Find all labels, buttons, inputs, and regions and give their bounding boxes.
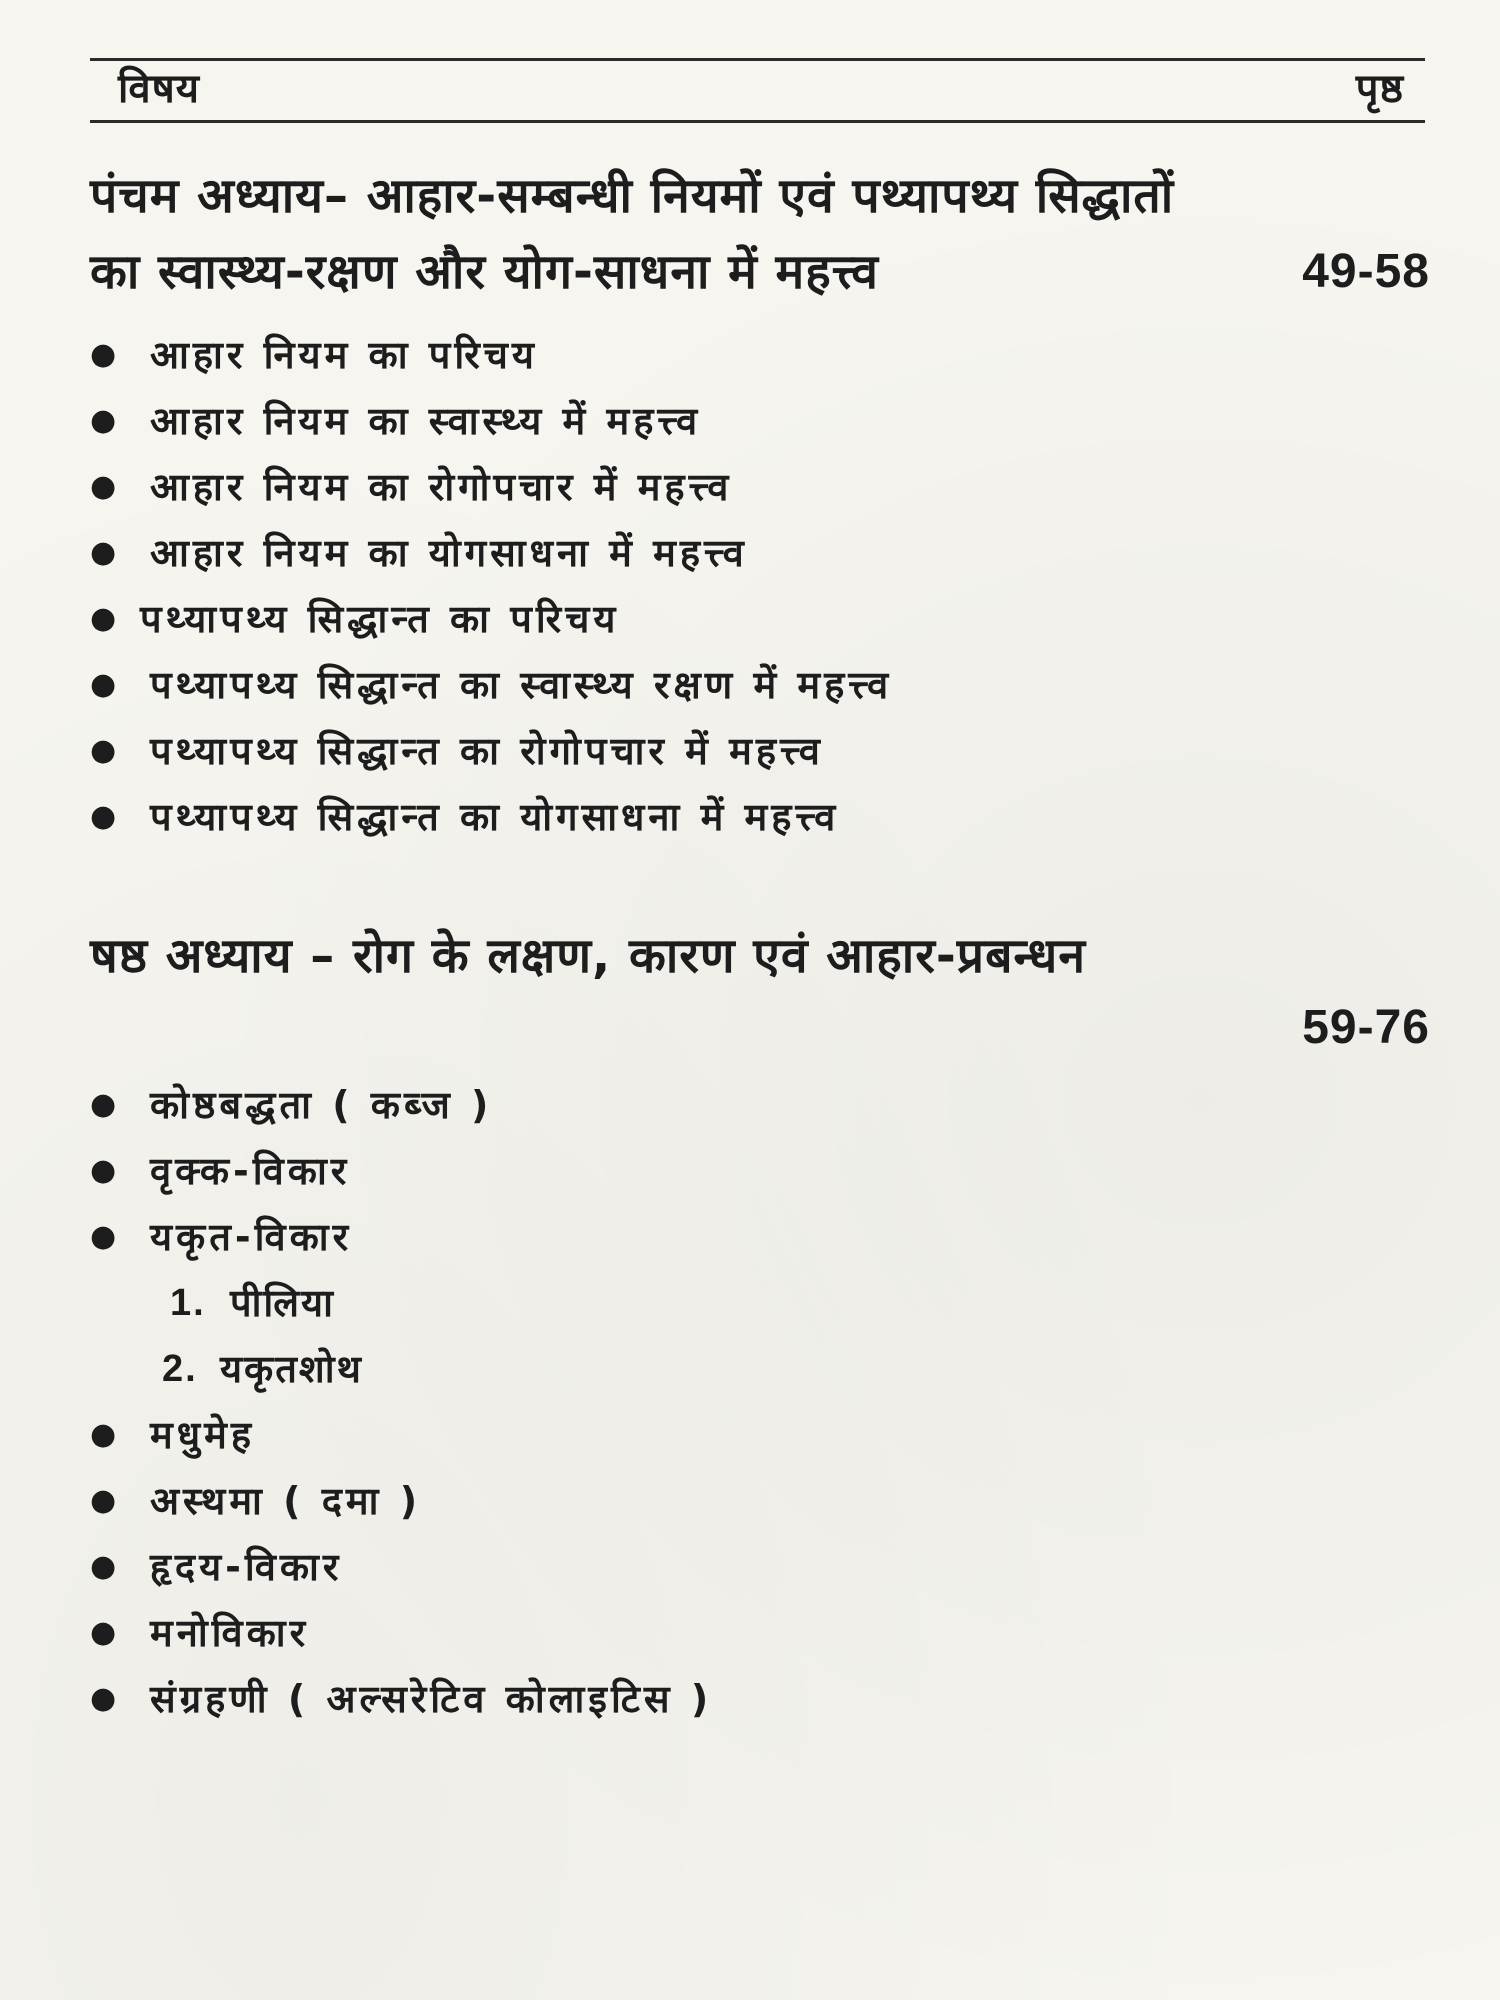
bullet-icon: ●	[90, 1219, 121, 1254]
sub-item-number: 1.	[170, 1282, 206, 1324]
header-top-rule	[90, 58, 1425, 61]
topic-text: अस्थमा ( दमा )	[150, 1479, 422, 1523]
sub-item-text: यकृतशोथ	[220, 1347, 363, 1391]
chapter-5-page-range: 49-58	[1302, 245, 1430, 298]
sub-item-text: पीलिया	[230, 1281, 335, 1325]
topic-text: पथ्यापथ्य सिद्धान्त का योगसाधना में महत्त्व	[150, 795, 840, 839]
bullet-icon: ●	[90, 1549, 121, 1584]
bullet-icon: ●	[90, 1153, 121, 1188]
bullet-icon: ●	[90, 1417, 121, 1452]
topic-text: पथ्यापथ्य सिद्धान्त का रोगोपचार में महत्त्व	[150, 729, 824, 773]
bullet-icon: ●	[90, 535, 121, 570]
topic-text: मधुमेह	[150, 1413, 255, 1457]
bullet-icon: ●	[90, 469, 121, 504]
header-subject-label: विषय	[118, 66, 200, 112]
topic-text: संग्रहणी ( अल्सरेटिव कोलाइटिस )	[150, 1677, 713, 1721]
topic-text: यकृत-विकार	[150, 1215, 353, 1259]
bullet-icon: ●	[90, 1615, 121, 1650]
bullet-icon: ●	[90, 1087, 121, 1122]
bullet-icon: ●	[90, 337, 121, 372]
header-bottom-rule	[90, 120, 1425, 123]
topic-text: हृदय-विकार	[150, 1545, 343, 1589]
bullet-icon: ●	[90, 403, 121, 438]
topic-text: आहार नियम का योगसाधना में महत्त्व	[150, 531, 748, 575]
topic-text: पथ्यापथ्य सिद्धान्त का स्वास्थ्य रक्षण में महत्त्व	[150, 663, 893, 707]
topic-text: आहार नियम का परिचय	[150, 333, 538, 377]
topic-text: आहार नियम का स्वास्थ्य में महत्त्व	[150, 399, 702, 443]
chapter-5-title-line-1: पंचम अध्याय– आहार-सम्बन्धी नियमों एवं पथ्यापथ्य सिद्धातों	[90, 168, 1175, 224]
bullet-icon: ●	[90, 667, 121, 702]
topic-text: कोष्ठबद्धता ( कब्ज )	[150, 1083, 493, 1127]
bullet-icon: ●	[90, 1483, 121, 1518]
header-page-label: पृष्ठ	[1355, 66, 1404, 112]
topic-text: वृक्क-विकार	[150, 1149, 351, 1193]
bullet-icon: ●	[90, 601, 121, 636]
chapter-5-title-line-2: का स्वास्थ्य-रक्षण और योग-साधना में महत्त्व	[90, 244, 879, 300]
topic-text: आहार नियम का रोगोपचार में महत्त्व	[150, 465, 733, 509]
bullet-icon: ●	[90, 733, 121, 768]
sub-item-number: 2.	[162, 1348, 198, 1390]
bullet-icon: ●	[90, 1681, 121, 1716]
bullet-icon: ●	[90, 799, 121, 834]
topic-text: पथ्यापथ्य सिद्धान्त का परिचय	[140, 597, 620, 641]
topic-text: मनोविकार	[150, 1611, 310, 1655]
chapter-6-title: षष्ठ अध्याय – रोग के लक्षण, कारण एवं आहार-प्रबन्धन	[90, 928, 1086, 984]
chapter-6-page-range: 59-76	[1302, 1001, 1430, 1054]
